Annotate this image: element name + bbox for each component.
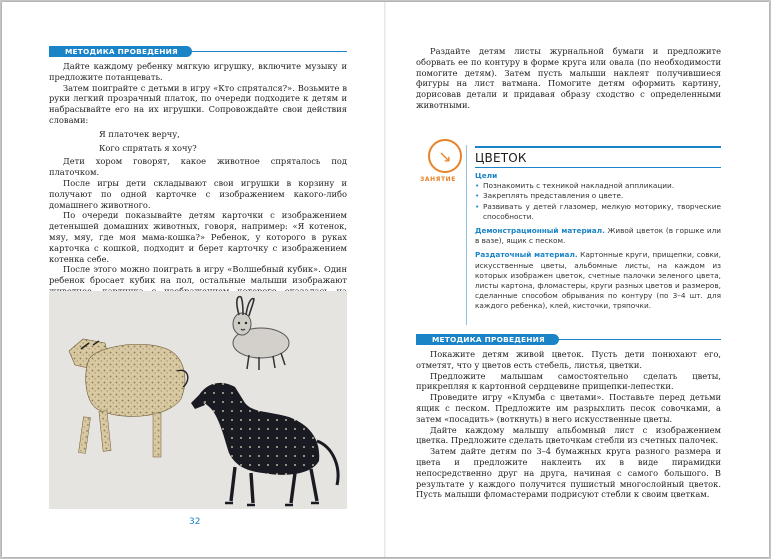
paragraph: Дети хором говорят, какое животное спряталось под платочком. <box>49 156 347 178</box>
page-number: 32 <box>189 517 201 527</box>
paragraph: Предложите малышам самостоятельно сделать цветы, прикрепляя к картонной сердцевине прищепки-лепестки. <box>416 370 721 392</box>
lesson-side-rule <box>466 145 467 325</box>
occupation-label: ЗАНЯТИЕ <box>420 176 456 183</box>
demo-material <box>475 226 721 246</box>
demo-text: Живой цветок (в горшке или в вазе), ящик с песком. <box>475 226 721 246</box>
paragraph: Покажите детям живой цветок. Пусть дети понюхают его, отметят, что у цветов есть стебель, листья, цветки. <box>416 349 721 370</box>
paragraph: Дайте каждому ребенку мягкую игрушку, включите музыку и предложите потанцевать. <box>49 61 347 82</box>
paragraph: Раздайте детям листы журнальной бумаги и предложите оборвать ее по контуру в форме круга или овала (по необходимости помогите детям). Затем пусть малыши наклеят получившиеся фигуры на лист ватмана. Помогите детям оформить картину, дорисовав детали и придавая образу сходство с определенными животными. <box>416 46 721 110</box>
lesson-title-rule-bottom <box>475 167 721 168</box>
left-section-header <box>49 46 347 57</box>
book-spread <box>2 2 769 557</box>
paragraph: После этого можно поиграть в игру «Волшебный кубик». Один ребенок бросает кубик на пол, остальные малыши изображают <box>49 264 347 286</box>
list-item: • Познакомить с техникой накладной аппликации. <box>475 181 721 191</box>
poem-line: Кого спрятать я хочу? <box>99 142 197 153</box>
section-title: МЕТОДИКА ПРОВЕДЕНИЯ <box>416 334 559 345</box>
handout-text: Картонные круги, прищепки, совки, искусственные цветы, альбомные листы, на каждом из которых изображен цветок, счетные палочки зеленого цвета, листы картона, фломастеры, круги разных цветов и размеров, сделанные способом обрывания по контуру (по 3–4 шт. для каждого ребенка), клей, кисточки, тряпочки. <box>475 250 721 311</box>
lesson-title: ЦВЕТОК <box>475 151 527 165</box>
paragraph: Проведите игру «Клумба с цветами». Поставьте перед детьми ящик с песком. Предложите им разрыхлить песок совочками, а затем «посадить» (воткнуть) в него искусственные цветы. <box>416 392 721 424</box>
lesson-details <box>475 171 721 312</box>
list-item: • Развивать у детей глазомер, мелкую моторику, творческие способности. <box>475 202 721 222</box>
right-intro-text <box>416 46 721 111</box>
arrow-down-right-icon: ↘ <box>428 139 462 173</box>
right-section-header <box>416 334 721 345</box>
torn-paper-animals-illustration <box>49 291 347 509</box>
demo-heading: Демонстрационный материал. <box>475 226 605 236</box>
goals-list <box>475 181 721 222</box>
left-body-text <box>49 61 347 318</box>
handout-material <box>475 250 721 311</box>
right-page <box>386 2 769 557</box>
paragraph: По очереди показывайте детям карточки с изображением детенышей домашних животных, говоря, например: «Я котенок, мяу, мяу, где моя мама-кошка?» Ребенок, у которого в руках карточка с кошкой, подходит и берет карточку с изображением котенка себе. <box>49 210 347 264</box>
left-page <box>2 2 385 557</box>
paragraph: Затем поиграйте с детьми в игру «Кто спрятался?». Возьмите в руки легкий прозрачный платок, по очереди подходите к детям и набрасывайте его на их игрушки. Сопровождайте свои действия словами: <box>49 82 347 125</box>
handout-heading: Раздаточный материал. <box>475 250 578 260</box>
paragraph: Затем дайте детям по 3–4 бумажных круга разного размера и цвета и предложите наклеить их в виде пирамидки непосредственно друг на друга, начиная с самого большого. В результате у каждого получится пушистый многослойный цветок. Пусть малыши фломастерами подрисуют стебли к своим цветкам. <box>416 446 721 500</box>
craft-photo <box>49 291 347 509</box>
paragraph: Дайте каждому малышу альбомный лист с изображением цветка. Предложите сделать цветочкам стебли из счетных палочек. <box>416 424 721 446</box>
section-title: МЕТОДИКА ПРОВЕДЕНИЯ <box>49 46 192 57</box>
poem-line: Я платочек верчу, <box>99 128 180 139</box>
paragraph: После игры дети складывают свои игрушки в корзину и получают по одной карточке с изображением какого-либо домашнего животного. <box>49 177 347 210</box>
goals-heading: Цели <box>475 171 498 180</box>
list-item: • Закреплять представления о цвете. <box>475 191 721 201</box>
right-body-text <box>416 349 721 500</box>
lesson-title-rule-top <box>475 146 721 148</box>
section-rule <box>192 51 347 53</box>
section-rule <box>559 339 721 341</box>
